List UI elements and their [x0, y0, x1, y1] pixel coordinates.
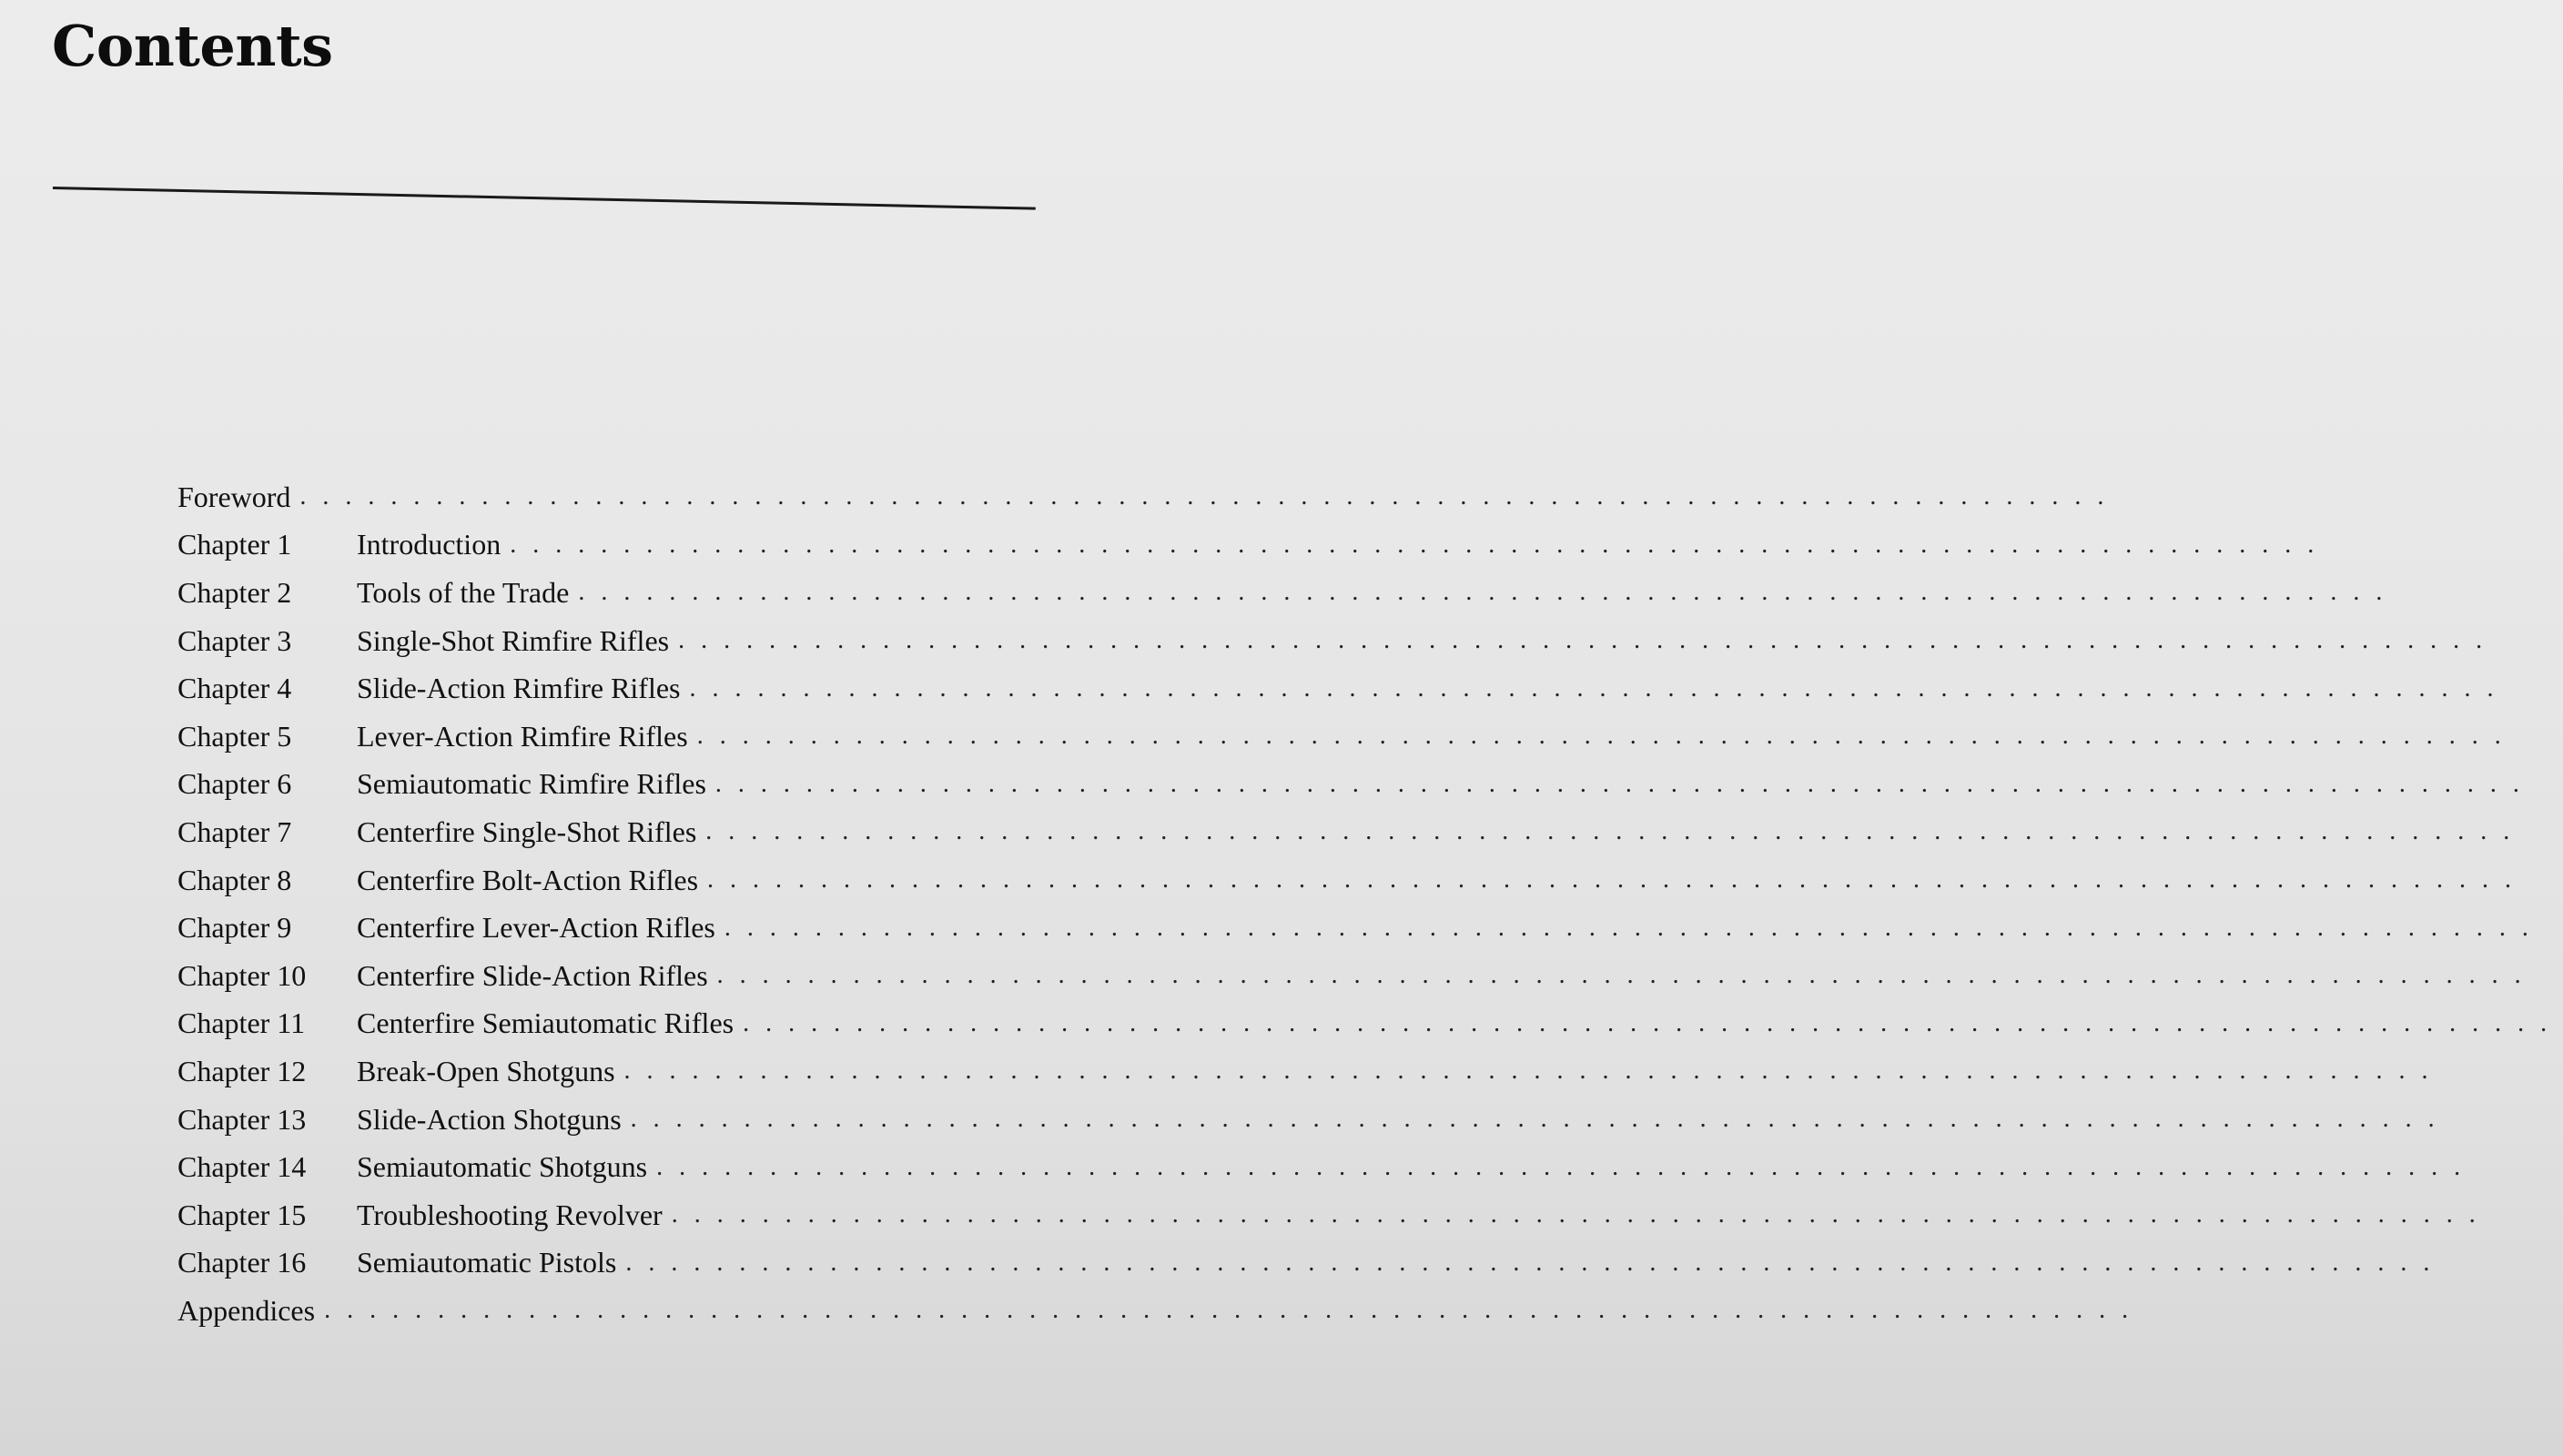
- dot-leader: ................................................................................: [510, 530, 2331, 559]
- toc-entry-title: Introduction: [357, 528, 501, 561]
- toc-entry: [177, 761, 2536, 809]
- dot-leader: ................................................................................: [630, 1105, 2451, 1134]
- toc-entry: [177, 1047, 2445, 1096]
- toc-entry-title: Single-Shot Rimfire Rifles: [357, 623, 670, 657]
- toc-entry: [177, 569, 2399, 617]
- table-of-contents: [177, 473, 2563, 1335]
- toc-entry-title: Tools of the Trade: [357, 575, 570, 609]
- toc-entry-title: Break-Open Shotguns: [357, 1054, 615, 1087]
- toc-entry-label: Chapter 3: [177, 623, 292, 657]
- dot-leader: ................................................................................: [623, 1057, 2445, 1086]
- toc-entry: [177, 713, 2517, 761]
- dot-leader: ................................................................................: [689, 673, 2510, 703]
- toc-entry: [177, 1287, 2145, 1335]
- toc-entry-label: Chapter 15: [177, 1198, 307, 1231]
- dot-leader: ................................................................................: [299, 482, 2121, 511]
- dot-leader: ................................................................................: [743, 1008, 2563, 1037]
- toc-entry: [177, 808, 2527, 856]
- toc-entry-label: Chapter 4: [177, 672, 292, 705]
- toc-entry-title: Centerfire Bolt-Action Rifles: [357, 863, 699, 896]
- page-title: Contents: [52, 13, 333, 79]
- dot-leader: ................................................................................: [707, 865, 2528, 895]
- toc-entry: [177, 1096, 2451, 1144]
- toc-entry-label: Chapter 13: [177, 1102, 307, 1136]
- toc-entry: [177, 1143, 2477, 1191]
- toc-entry-label: Chapter 5: [177, 719, 292, 753]
- toc-entry: [177, 473, 2121, 521]
- dot-leader: ................................................................................: [696, 722, 2517, 751]
- toc-entry-title: Troubleshooting Revolver: [357, 1198, 663, 1231]
- toc-entry-title: Semiautomatic Shotguns: [357, 1150, 648, 1184]
- toc-entry: [177, 1000, 2563, 1048]
- toc-entry-label: Chapter 7: [177, 814, 292, 848]
- toc-entry-label: Chapter 9: [177, 911, 292, 945]
- dot-leader: ................................................................................: [705, 817, 2527, 846]
- toc-entry-title: Semiautomatic Rimfire Rifles: [357, 767, 706, 801]
- toc-entry: [177, 521, 2331, 570]
- toc-entry: [177, 617, 2499, 665]
- toc-entry-label: Chapter 2: [177, 575, 292, 609]
- toc-entry-title: Centerfire Slide-Action Rifles: [357, 958, 708, 992]
- toc-entry-label: Chapter 1: [177, 528, 292, 561]
- toc-entry-label: Chapter 8: [177, 863, 292, 896]
- toc-entry-label: Chapter 11: [177, 1006, 306, 1040]
- dot-leader: ................................................................................: [324, 1296, 2145, 1325]
- toc-entry-title: Centerfire Lever-Action Rifles: [357, 911, 715, 945]
- toc-entry-label: Chapter 14: [177, 1150, 307, 1184]
- toc-entry: [177, 856, 2528, 905]
- toc-entry-label: Chapter 6: [177, 767, 292, 801]
- toc-entry: [177, 952, 2538, 1000]
- toc-entry-label: Appendices: [177, 1293, 316, 1327]
- dot-leader: ................................................................................: [714, 769, 2536, 798]
- dot-leader: ................................................................................: [678, 626, 2499, 655]
- toc-entry: [177, 664, 2510, 713]
- heading-rule: [53, 187, 1036, 210]
- dot-leader: ................................................................................: [716, 961, 2538, 990]
- dot-leader: ................................................................................: [656, 1152, 2477, 1181]
- toc-entry-title: Centerfire Single-Shot Rifles: [357, 814, 697, 848]
- toc-entry-title: Slide-Action Shotguns: [357, 1102, 622, 1136]
- toc-entry-title: Semiautomatic Pistols: [357, 1246, 617, 1279]
- toc-entry-title: Slide-Action Rimfire Rifles: [357, 672, 681, 705]
- toc-entry-label: Foreword: [177, 480, 291, 513]
- toc-entry: [177, 1239, 2446, 1288]
- dot-leader: ................................................................................: [671, 1200, 2492, 1229]
- toc-entry-label: Chapter 10: [177, 958, 307, 992]
- toc-entry-label: Chapter 16: [177, 1246, 307, 1279]
- toc-entry-title: Lever-Action Rimfire Rifles: [357, 719, 688, 753]
- dot-leader: ................................................................................: [625, 1248, 2446, 1277]
- toc-entry: [177, 904, 2545, 952]
- dot-leader: ................................................................................: [578, 578, 2399, 607]
- toc-entry-title: Centerfire Semiautomatic Rifles: [357, 1006, 734, 1040]
- toc-entry: [177, 1191, 2492, 1239]
- toc-entry-label: Chapter 12: [177, 1054, 307, 1087]
- dot-leader: ................................................................................: [724, 913, 2545, 942]
